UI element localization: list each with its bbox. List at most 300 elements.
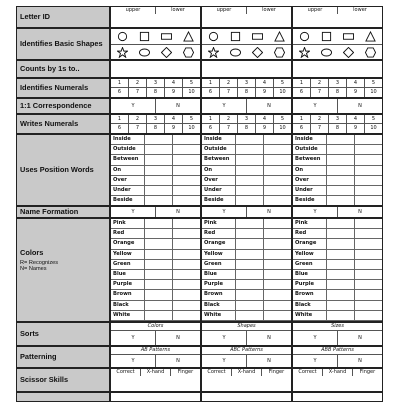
numeral-cell: 4 [165, 79, 183, 87]
names-cell[interactable] [355, 311, 382, 320]
position-word: Outside [202, 145, 236, 154]
triangle-icon [274, 31, 285, 42]
numeral-cell: 4 [347, 115, 365, 123]
color-word: Purple [111, 280, 145, 289]
check-cell[interactable] [173, 155, 200, 164]
yes-cell: Y [293, 331, 338, 346]
yn-row [202, 99, 291, 113]
recognizes-cell[interactable] [145, 260, 173, 269]
check-cell[interactable] [236, 135, 264, 144]
position-word-row [293, 155, 382, 165]
numeral-cell: 7 [311, 124, 329, 133]
sorts-box [292, 322, 383, 346]
scissor-label: Correct [293, 369, 323, 376]
rectangle-icon [343, 31, 354, 42]
check-cell[interactable] [236, 155, 264, 164]
color-word: Orange [202, 239, 236, 248]
names-cell[interactable] [173, 311, 200, 320]
label-letter-id: Letter ID [16, 6, 110, 28]
position-word-row [293, 166, 382, 176]
position-word: Between [111, 155, 145, 164]
check-cell[interactable] [236, 145, 264, 154]
numeral-cell: 4 [165, 115, 183, 123]
color-word: Red [293, 229, 327, 238]
numeral-cell: 5 [280, 116, 285, 122]
yn-row [202, 331, 291, 346]
square-icon [139, 31, 150, 42]
position-word-row [111, 186, 200, 196]
names-cell[interactable] [264, 260, 291, 269]
recognizes-cell[interactable] [236, 290, 264, 299]
scissor-label: X-hand [232, 369, 262, 376]
check-cell[interactable] [264, 155, 291, 164]
numeral-cell: 2 [220, 79, 238, 87]
patterning-caption: AB Patterns [111, 347, 200, 355]
color-word: Red [111, 229, 145, 238]
position-word: Outside [111, 145, 145, 154]
shapes-row [111, 45, 200, 60]
numeral-row [202, 88, 291, 97]
position-word-row [111, 155, 200, 165]
numeral-cell: 6 [293, 88, 311, 97]
upper-header: upper [202, 7, 247, 14]
yn-row [111, 331, 200, 346]
no-cell: N [176, 103, 180, 109]
color-word: Pink [293, 219, 327, 228]
color-word: Orange [293, 239, 327, 248]
names-cell[interactable] [355, 290, 382, 299]
names-cell[interactable] [355, 250, 382, 259]
names-cell[interactable] [355, 280, 382, 289]
yes-cell: Y [293, 207, 338, 217]
circle-icon [208, 31, 219, 42]
no-cell: N [267, 335, 271, 341]
numeral-cell: 5 [189, 80, 194, 86]
color-row [202, 280, 291, 290]
names-cell[interactable] [264, 311, 291, 320]
color-row [293, 260, 382, 270]
recognizes-cell[interactable] [145, 311, 173, 320]
scissor-header [202, 369, 291, 376]
color-word: Yellow [293, 250, 327, 259]
label-identifies-numerals: Identifies Numerals [16, 78, 110, 98]
color-row [111, 219, 200, 229]
names-cell[interactable] [264, 270, 291, 279]
names-cell[interactable] [355, 239, 382, 248]
scissor-label: X-hand [141, 369, 171, 376]
names-cell[interactable] [173, 219, 200, 228]
position-word-row [202, 145, 291, 155]
recognizes-cell[interactable] [236, 239, 264, 248]
numeral-row [111, 79, 200, 88]
numeral-cell: 1 [111, 115, 129, 123]
label-correspondence: 1:1 Correspondence [16, 98, 110, 114]
color-row [202, 219, 291, 229]
names-cell[interactable] [264, 229, 291, 238]
numeral-cell: 7 [129, 124, 147, 133]
check-cell[interactable] [355, 145, 382, 154]
names-cell[interactable] [173, 250, 200, 259]
numeral-cell: 2 [311, 79, 329, 87]
color-row [202, 239, 291, 249]
no-cell: N [267, 209, 271, 215]
numeral-cell: 9 [165, 124, 183, 133]
position-word: Under [111, 186, 145, 195]
color-word: Brown [293, 290, 327, 299]
check-cell[interactable] [327, 135, 355, 144]
shapes-box [110, 28, 201, 60]
recognizes-cell[interactable] [327, 260, 355, 269]
numeral-cell: 8 [238, 124, 256, 133]
numeral-row [293, 88, 382, 97]
name-formation-box [110, 206, 201, 218]
position-word: Over [111, 176, 145, 185]
patterning-box [292, 346, 383, 368]
circle-icon [117, 31, 128, 42]
no-cell: N [267, 358, 271, 364]
numeral-cell: 9 [347, 124, 365, 133]
color-word: Black [293, 301, 327, 310]
position-word-row [293, 145, 382, 155]
numeral-cell: 9 [256, 88, 274, 97]
bottom-cutoff-box [292, 392, 383, 402]
color-word: Blue [111, 270, 145, 279]
no-cell: N [267, 103, 271, 109]
names-cell[interactable] [355, 219, 382, 228]
patterning-caption: ABC Patterns [202, 347, 291, 355]
check-cell[interactable] [355, 135, 382, 144]
recognizes-cell[interactable] [145, 239, 173, 248]
position-word-row [293, 196, 382, 206]
numeral-cell: 9 [165, 88, 183, 97]
recognizes-cell[interactable] [236, 250, 264, 259]
names-cell[interactable] [264, 290, 291, 299]
oval-icon [321, 47, 332, 58]
numeral-cell: 5 [280, 80, 285, 86]
recognizes-cell[interactable] [236, 311, 264, 320]
yes-cell: Y [202, 331, 247, 346]
check-cell[interactable] [173, 196, 200, 205]
no-cell: N [358, 358, 362, 364]
color-word: Pink [111, 219, 145, 228]
numeral-cell: 3 [238, 79, 256, 87]
recognizes-cell[interactable] [145, 270, 173, 279]
recognizes-cell[interactable] [327, 280, 355, 289]
numeral-cell: 8 [147, 124, 165, 133]
check-cell[interactable] [236, 176, 264, 185]
sorts-caption: Colors [111, 323, 200, 331]
names-cell[interactable] [173, 301, 200, 310]
numeral-row [111, 124, 200, 133]
check-cell[interactable] [264, 176, 291, 185]
check-cell[interactable] [327, 196, 355, 205]
no-cell: N [358, 103, 362, 109]
recognizes-cell[interactable] [145, 229, 173, 238]
no-cell: N [358, 335, 362, 341]
color-word: White [293, 311, 327, 320]
numeral-cell: 5 [189, 116, 194, 122]
recognizes-cell[interactable] [145, 250, 173, 259]
recognizes-cell[interactable] [327, 239, 355, 248]
shapes-row [202, 29, 291, 45]
check-cell[interactable] [145, 145, 173, 154]
yn-row [111, 99, 200, 113]
square-icon [230, 31, 241, 42]
names-cell[interactable] [173, 290, 200, 299]
recognizes-cell[interactable] [327, 270, 355, 279]
numeral-cell: 6 [202, 88, 220, 97]
position-word-row [202, 196, 291, 206]
numeral-row [111, 115, 200, 124]
numeral-cell: 8 [238, 88, 256, 97]
check-cell[interactable] [145, 155, 173, 164]
color-word: White [111, 311, 145, 320]
recognizes-cell[interactable] [327, 229, 355, 238]
letter-id-box [292, 6, 383, 28]
label-patterning: Patterning [16, 346, 110, 368]
position-word-row [111, 135, 200, 145]
yes-cell: Y [111, 99, 156, 113]
recognizes-cell[interactable] [327, 290, 355, 299]
yes-cell: Y [202, 355, 247, 368]
recognizes-cell[interactable] [327, 219, 355, 228]
numeral-cell: 9 [347, 88, 365, 97]
numeral-cell: 3 [329, 79, 347, 87]
check-cell[interactable] [327, 155, 355, 164]
numeral-cell: 1 [202, 79, 220, 87]
names-cell[interactable] [355, 270, 382, 279]
position-word: On [111, 166, 145, 175]
check-cell[interactable] [145, 176, 173, 185]
yn-row [293, 207, 382, 217]
yn-row [293, 355, 382, 368]
position-words-box [292, 134, 383, 206]
yes-cell: Y [111, 355, 156, 368]
check-cell[interactable] [173, 176, 200, 185]
color-word: Green [293, 260, 327, 269]
numeral-cell: 6 [202, 124, 220, 133]
color-word: Yellow [202, 250, 236, 259]
recognizes-cell[interactable] [327, 301, 355, 310]
upper-header: upper [293, 7, 338, 14]
numeral-cell: 1 [293, 79, 311, 87]
check-cell[interactable] [355, 186, 382, 195]
position-word-row [111, 196, 200, 206]
scissor-label: X-hand [323, 369, 353, 376]
color-word: Brown [111, 290, 145, 299]
numeral-cell: 9 [256, 124, 274, 133]
sorts-caption: Shapes [202, 323, 291, 331]
names-cell[interactable] [264, 250, 291, 259]
check-cell[interactable] [327, 166, 355, 175]
position-word-row [111, 166, 200, 176]
check-cell[interactable] [145, 186, 173, 195]
names-cell[interactable] [264, 239, 291, 248]
label-colors [16, 218, 110, 322]
numeral-row [202, 79, 291, 88]
yn-row [293, 331, 382, 346]
check-cell[interactable] [173, 145, 200, 154]
check-cell[interactable] [355, 155, 382, 164]
scissor-label: Correct [111, 369, 141, 376]
color-row [293, 229, 382, 239]
check-cell[interactable] [145, 135, 173, 144]
check-cell[interactable] [355, 166, 382, 175]
names-cell[interactable] [355, 260, 382, 269]
color-row [111, 250, 200, 260]
color-row [202, 311, 291, 321]
position-word: On [202, 166, 236, 175]
color-row [293, 219, 382, 229]
color-row [111, 239, 200, 249]
writes-numerals-box [110, 114, 201, 134]
scissor-label: Finger [359, 369, 376, 375]
check-cell[interactable] [173, 186, 200, 195]
color-row [293, 270, 382, 280]
check-cell[interactable] [173, 166, 200, 175]
recognizes-cell[interactable] [236, 260, 264, 269]
names-cell[interactable] [173, 280, 200, 289]
name-formation-box [292, 206, 383, 218]
recognizes-cell[interactable] [236, 280, 264, 289]
recognizes-cell[interactable] [145, 290, 173, 299]
color-row [202, 250, 291, 260]
bottom-cutoff-box [110, 392, 201, 402]
color-row [111, 311, 200, 321]
color-word: White [202, 311, 236, 320]
yn-row [111, 355, 200, 368]
position-word-row [202, 176, 291, 186]
rectangle-icon [252, 31, 263, 42]
check-cell[interactable] [145, 196, 173, 205]
names-cell[interactable] [173, 260, 200, 269]
numeral-cell: 8 [147, 88, 165, 97]
oval-icon [139, 47, 150, 58]
oval-icon [230, 47, 241, 58]
sorts-box [201, 322, 292, 346]
check-cell[interactable] [264, 186, 291, 195]
color-row [202, 301, 291, 311]
numeral-cell: 2 [129, 115, 147, 123]
recognizes-cell[interactable] [236, 270, 264, 279]
recognizes-cell[interactable] [327, 311, 355, 320]
color-row [111, 229, 200, 239]
numeral-cell: 3 [238, 115, 256, 123]
recognizes-cell[interactable] [145, 301, 173, 310]
label-bottom-cutoff [16, 392, 110, 402]
check-cell[interactable] [264, 196, 291, 205]
colors-box [110, 218, 201, 322]
check-cell[interactable] [327, 145, 355, 154]
names-cell[interactable] [264, 280, 291, 289]
check-cell[interactable] [355, 196, 382, 205]
position-word-row [202, 135, 291, 145]
numeral-cell: 1 [202, 115, 220, 123]
names-cell[interactable] [173, 239, 200, 248]
numeral-cell: 3 [147, 115, 165, 123]
color-row [111, 280, 200, 290]
numeral-cell: 4 [347, 79, 365, 87]
numeral-cell: 6 [293, 124, 311, 133]
color-row [293, 280, 382, 290]
scissor-label: Correct [202, 369, 232, 376]
numeral-cell: 3 [329, 115, 347, 123]
names-cell[interactable] [264, 219, 291, 228]
identifies-numerals-box [201, 78, 292, 98]
check-cell[interactable] [236, 186, 264, 195]
numeral-cell: 10 [188, 89, 195, 95]
scissor-header [111, 369, 200, 376]
numeral-cell: 2 [129, 79, 147, 87]
color-word: Green [202, 260, 236, 269]
lower-header: lower [262, 7, 276, 13]
diamond-icon [343, 47, 354, 58]
yes-cell: Y [111, 207, 156, 217]
names-cell[interactable] [355, 301, 382, 310]
identifies-numerals-box [292, 78, 383, 98]
check-cell[interactable] [264, 135, 291, 144]
recognizes-cell[interactable] [327, 250, 355, 259]
numeral-cell: 1 [111, 79, 129, 87]
numeral-row [202, 124, 291, 133]
recognizes-cell[interactable] [236, 301, 264, 310]
scissor-skills-box [292, 368, 383, 392]
check-cell[interactable] [327, 186, 355, 195]
patterning-box [110, 346, 201, 368]
yes-cell: Y [293, 355, 338, 368]
rectangle-icon [161, 31, 172, 42]
numeral-cell: 4 [256, 115, 274, 123]
check-cell[interactable] [264, 166, 291, 175]
letter-id-box [110, 6, 201, 28]
yes-cell: Y [111, 331, 156, 346]
numeral-cell: 10 [370, 125, 377, 131]
color-word: Purple [293, 280, 327, 289]
letter-id-header [293, 7, 382, 14]
scissor-header [293, 369, 382, 376]
names-cell[interactable] [173, 270, 200, 279]
label-name-formation: Name Formation [16, 206, 110, 218]
check-cell[interactable] [264, 145, 291, 154]
identifies-numerals-box [110, 78, 201, 98]
position-word: Outside [293, 145, 327, 154]
correspondence-box [292, 98, 383, 114]
names-cell[interactable] [355, 229, 382, 238]
names-cell[interactable] [264, 301, 291, 310]
check-cell[interactable] [236, 166, 264, 175]
recognizes-cell[interactable] [145, 280, 173, 289]
name-formation-box [201, 206, 292, 218]
recognizes-cell[interactable] [236, 229, 264, 238]
check-cell[interactable] [236, 196, 264, 205]
names-cell[interactable] [173, 229, 200, 238]
recognizes-cell[interactable] [145, 219, 173, 228]
no-cell: N [176, 358, 180, 364]
hexagon-icon [274, 47, 285, 58]
lower-header: lower [353, 7, 367, 13]
letter-id-header [111, 7, 200, 14]
check-cell[interactable] [355, 176, 382, 185]
color-row [293, 311, 382, 321]
check-cell[interactable] [173, 135, 200, 144]
check-cell[interactable] [145, 166, 173, 175]
label-identifies-shapes: Identifies Basic Shapes [16, 28, 110, 60]
colors-box [292, 218, 383, 322]
star-icon [299, 47, 310, 58]
scissor-skills-box [110, 368, 201, 392]
recognizes-cell[interactable] [236, 219, 264, 228]
check-cell[interactable] [327, 176, 355, 185]
